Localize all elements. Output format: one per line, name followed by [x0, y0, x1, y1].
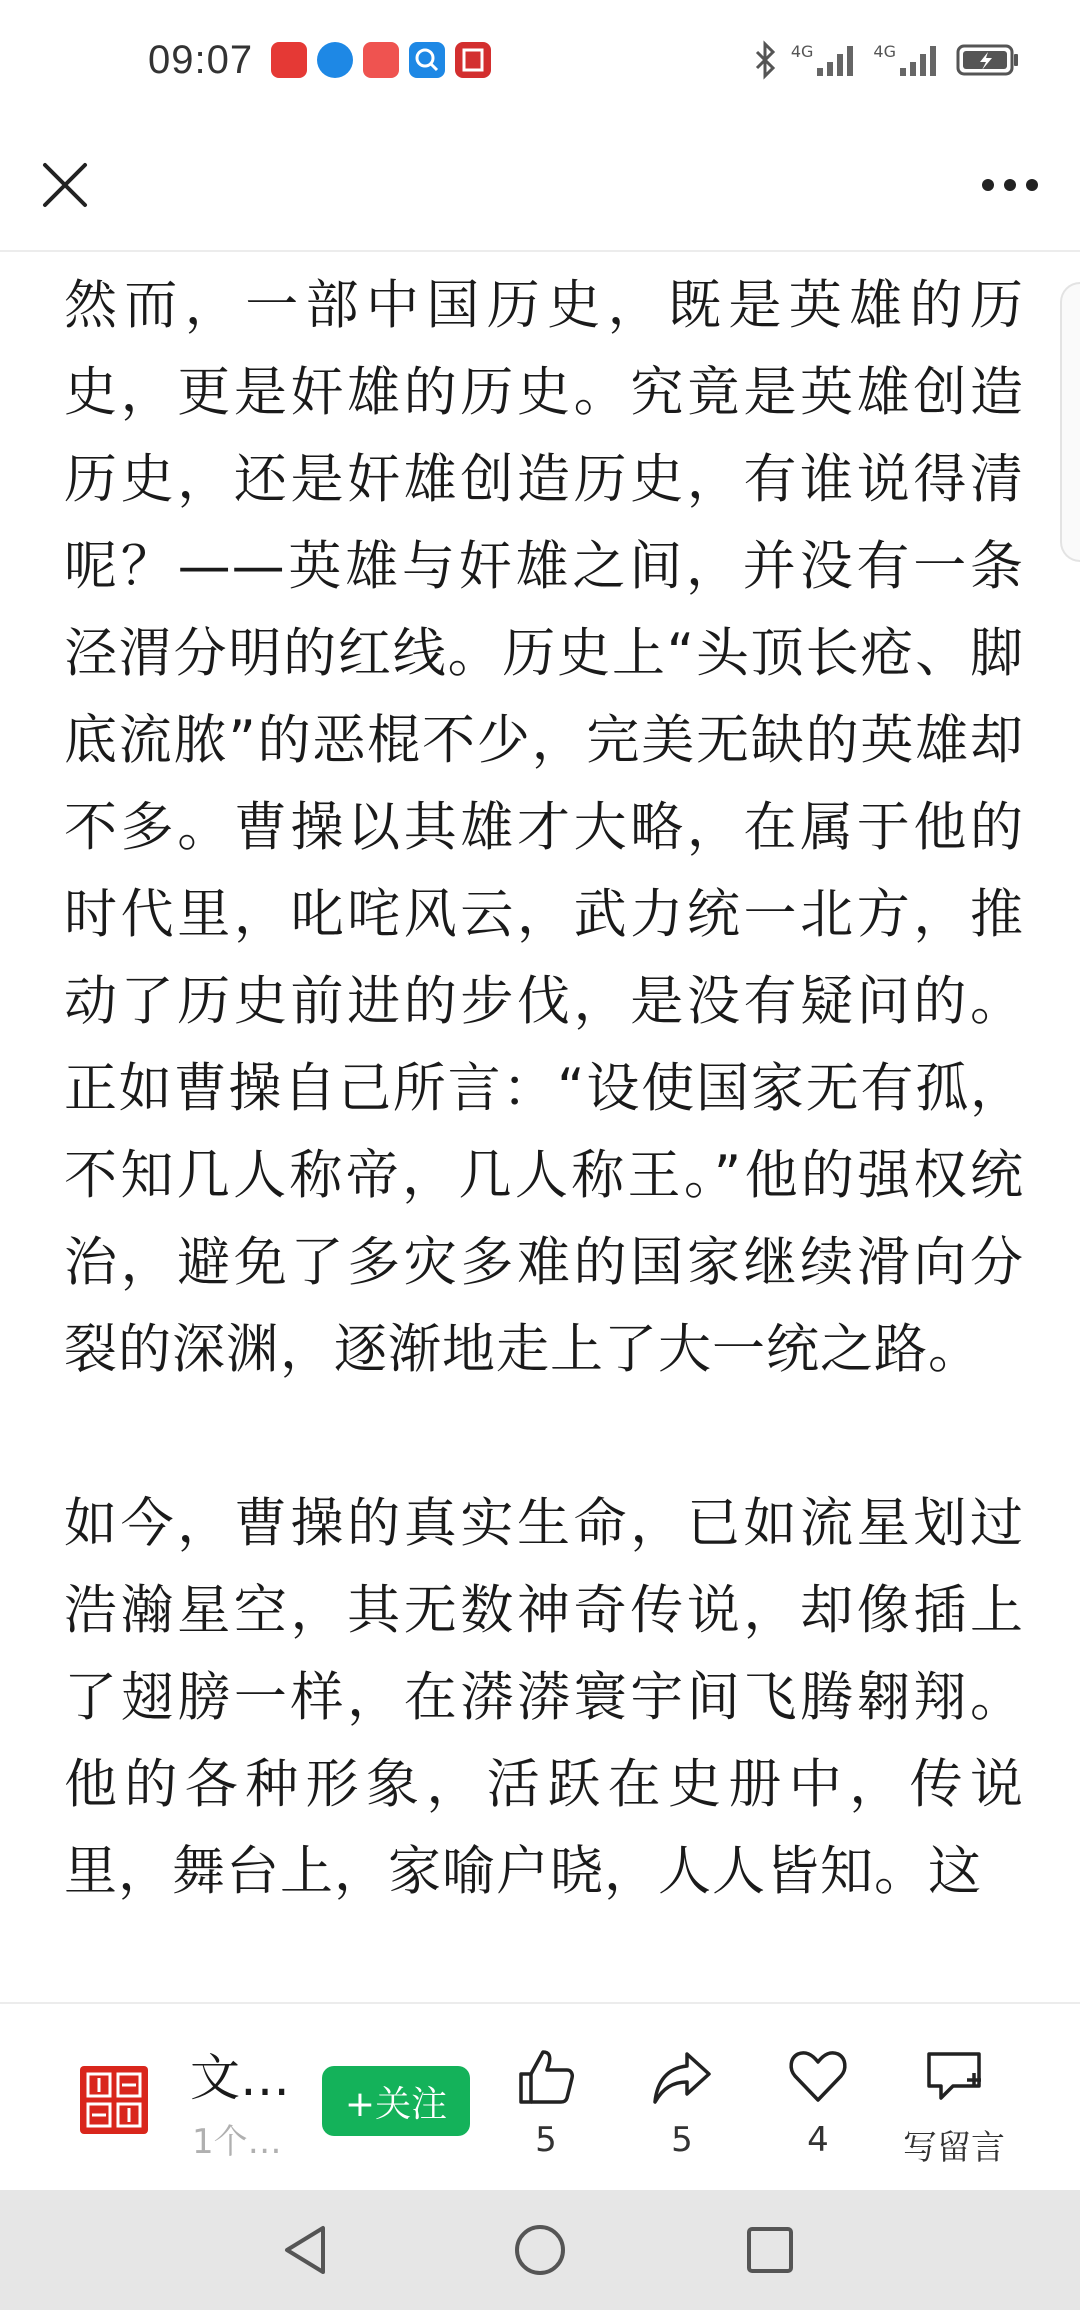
- heart-icon: [785, 2044, 851, 2110]
- app-notification-blue-icon: [317, 42, 353, 78]
- network-type-label-2: 4G: [873, 42, 896, 61]
- write-comment-button[interactable]: [884, 2044, 1024, 2174]
- follow-button[interactable]: +关注: [322, 2066, 470, 2136]
- close-button[interactable]: [30, 150, 100, 220]
- side-drawer-handle[interactable]: [1060, 282, 1080, 562]
- status-bar: [0, 0, 1080, 120]
- author-name[interactable]: 文…: [190, 2049, 290, 2107]
- more-options-button[interactable]: [970, 150, 1050, 220]
- share-button[interactable]: [612, 2044, 752, 2174]
- status-time: 09:07: [148, 37, 254, 82]
- article-paragraph: 如今，曹操的真实生命，已如流星划过浩瀚星空，其无数神奇传说，却像插上了翅膀一样，在漭漭寰宇间飞腾翱翔。他的各种形象，活跃在史册中，传说里，舞台上，家喻户晓，人人皆知。这: [64, 1493, 1024, 1902]
- article-paragraph: 然而，一部中国历史，既是英雄的历史，更是奸雄的历史。究竟是英雄创造历史，还是奸雄创造历史，有谁说得清呢？——英雄与奸雄之间，并没有一条泾渭分明的红线。历史上“头顶长疮、脚底流脓”的恶棍不少，完美无缺的英雄却不多。曹操以其雄才大略，在属于他的时代里，叱咤风云，武力统一北方，推动了历史前进的步伐，是没有疑问的。正如曹操自己所言：“设使国家无有孤，不知几人称帝，几人称王。”他的强权统治，避免了多灾多难的国家继续滑向分裂的深渊，逐渐地走上了大一统之路。: [64, 275, 1024, 1380]
- thumbs-up-icon: [513, 2044, 579, 2110]
- nav-back-button[interactable]: [272, 2215, 342, 2285]
- recents-square-icon: [742, 2222, 798, 2278]
- share-count: 5: [671, 2120, 693, 2160]
- bluetooth-icon: [753, 40, 777, 80]
- favorite-button[interactable]: [748, 2044, 888, 2174]
- signal-strength-icon-2: [873, 42, 942, 78]
- title-bar: [0, 120, 1080, 252]
- author-subtitle: 1个…: [192, 2122, 282, 2162]
- network-type-label: 4G: [790, 42, 814, 61]
- bottom-action-bar: [0, 2002, 1080, 2190]
- close-icon: [39, 159, 91, 211]
- nav-recents-button[interactable]: [735, 2215, 805, 2285]
- favorite-count: 4: [807, 2120, 829, 2160]
- like-count: 5: [535, 2120, 557, 2160]
- home-circle-icon: [512, 2222, 568, 2278]
- more-dots-icon: [980, 177, 1040, 193]
- system-navigation-bar: [0, 2190, 1080, 2310]
- status-right-icons: [753, 40, 1020, 80]
- seal-logo-icon: [78, 2064, 150, 2136]
- write-comment-label: 写留言: [903, 2128, 1005, 2168]
- news-app-icon: [455, 42, 491, 78]
- battery-charging-icon: [956, 42, 1020, 78]
- nav-home-button[interactable]: [505, 2215, 575, 2285]
- huawei-app-icon: [363, 42, 399, 78]
- article-body: [64, 262, 1024, 1998]
- author-avatar[interactable]: [78, 2064, 150, 2136]
- signal-strength-icon: [791, 42, 860, 78]
- like-button[interactable]: [476, 2044, 616, 2174]
- back-triangle-icon: [279, 2222, 335, 2278]
- comment-add-icon: [921, 2044, 987, 2110]
- share-arrow-icon: [649, 2044, 715, 2110]
- app-notification-red-icon: [271, 42, 307, 78]
- search-app-icon: [409, 42, 445, 78]
